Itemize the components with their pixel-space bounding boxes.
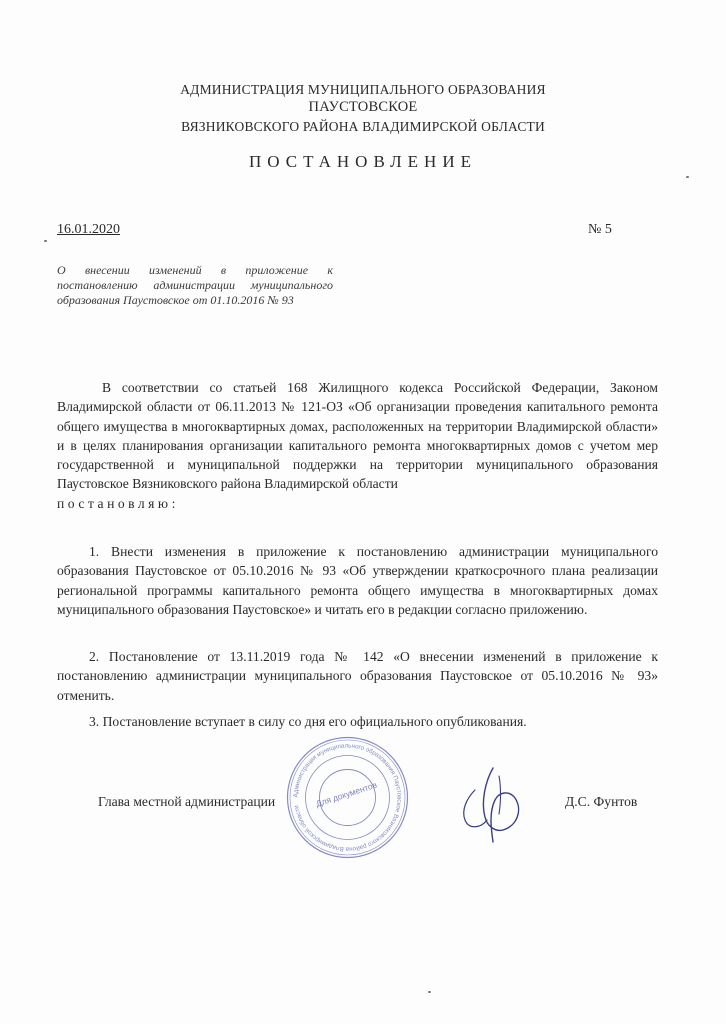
document-subject: О внесении изменений в приложение к постановлению администрации муниципального образования Паустовское от 01.10.2016 № 93	[57, 263, 333, 308]
header-line-district: ВЯЗНИКОВСКОГО РАЙОНА ВЛАДИМИРСКОЙ ОБЛАСТИ	[181, 119, 545, 134]
seal-outer-text: Администрация муниципального образования Паустовское Вязниковского района Владимирской области	[292, 742, 403, 853]
official-seal	[285, 735, 410, 860]
document-date: 16.01.2020	[57, 222, 120, 237]
header-line-municipality: ПАУСТОВСКОЕ	[308, 99, 418, 115]
scan-speck	[686, 176, 689, 178]
item-2-paragraph: 2. Постановление от 13.11.2019 года № 142 «О внесении изменений в приложение к постановлению администрации муниципального образования Паустовское от 05.10.2016 № 93» отменить.	[57, 649, 658, 703]
document-number: № 5	[588, 222, 612, 237]
preamble-paragraph	[57, 378, 658, 513]
item-1-paragraph: 1. Внести изменения в приложение к постановлению администрации муниципального образования Паустовское от 05.10.2016 № 93 «Об утверждении краткосрочного плана реализации региональной программы капитального ремонта общего имущества в многоквартирных домах муниципального образования Паустовское» и читать его в редакции согласно приложению.	[57, 544, 658, 617]
signer-position: Глава местной администрации	[98, 794, 276, 809]
handwritten-signature	[455, 762, 530, 844]
header-line-administration: АДМИНИСТРАЦИЯ МУНИЦИПАЛЬНОГО ОБРАЗОВАНИЯ	[180, 82, 546, 97]
scan-speck	[44, 240, 47, 242]
preamble-text: В соответствии со статьей 168 Жилищного кодекса Российской Федерации, Законом Владимирской области от 06.11.2013 № 121-ОЗ «Об организации проведения капитального ремонта общего имущества в многоквартирных домах, расположенных на территории Владимирской области» и в целях планирования организации капитального ремонта многоквартирных домов с учетом мер государственной и муниципальной поддержки на территории муниципального образования Паустовское Вязниковского района Владимирской области	[57, 380, 658, 492]
item-3-paragraph: 3. Постановление вступает в силу со дня его официального опубликования.	[89, 714, 527, 729]
seal-center-text: Для документов	[314, 779, 379, 809]
scan-speck	[428, 991, 431, 993]
signer-name: Д.С. Фунтов	[565, 794, 638, 809]
decree-word: постановляю:	[57, 495, 179, 511]
document-title: ПОСТАНОВЛЕНИЕ	[248, 152, 477, 171]
